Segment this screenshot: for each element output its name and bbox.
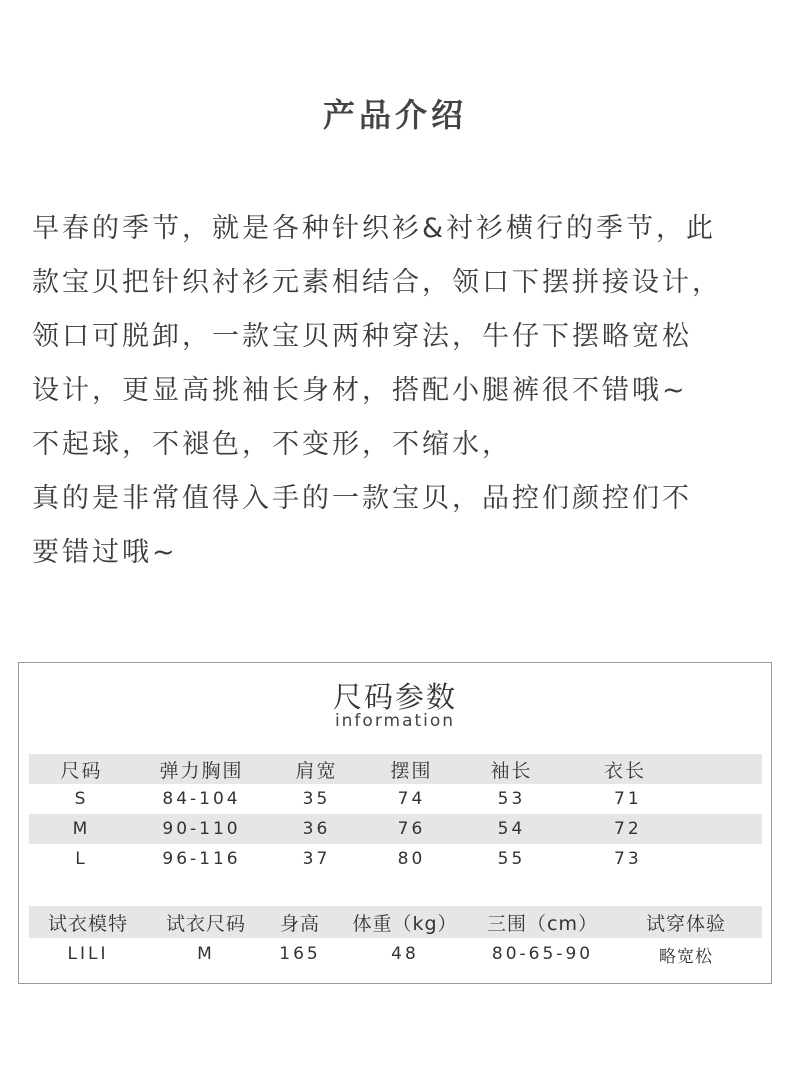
column-header: 弹力胸围 — [159, 759, 244, 782]
model-fit-table — [29, 906, 762, 970]
size-chart-panel — [18, 662, 772, 984]
model-table-header-row — [29, 906, 762, 938]
table-cell: 72 — [614, 819, 642, 839]
table-row — [29, 938, 762, 970]
table-cell: 165 — [279, 944, 321, 964]
table-cell: S — [74, 789, 89, 809]
table-row — [29, 784, 762, 814]
size-chart-title: 尺码参数 — [332, 680, 457, 714]
table-row — [29, 814, 762, 844]
product-intro-title: 产品介绍 — [322, 96, 467, 134]
column-header: 袖长 — [490, 759, 533, 782]
table-cell: 73 — [614, 849, 642, 869]
intro-line: 设计，更显高挑袖长身材，搭配小腿裤很不错哦~ — [32, 375, 688, 406]
table-cell: 55 — [497, 849, 526, 869]
intro-line: 要错过哦~ — [32, 537, 178, 568]
column-header: 尺码 — [60, 759, 103, 782]
intro-line: 领口可脱卸，一款宝贝两种穿法，牛仔下摆略宽松 — [32, 321, 692, 352]
table-cell: 80-65-90 — [491, 944, 594, 964]
table-cell: 54 — [497, 819, 526, 839]
table-cell: L — [75, 849, 88, 869]
table-cell: 略宽松 — [659, 946, 713, 967]
table-cell: 84-104 — [162, 789, 241, 809]
table-cell: 90-110 — [162, 819, 241, 839]
table-cell: LILI — [67, 944, 109, 964]
table-cell: M — [72, 819, 91, 839]
column-header: 试衣尺码 — [165, 912, 246, 935]
intro-line: 真的是非常值得入手的一款宝贝，品控们颜控们不 — [32, 483, 692, 514]
column-header: 肩宽 — [295, 759, 338, 782]
table-cell: 71 — [614, 789, 642, 809]
column-header: 三围（cm） — [487, 912, 598, 935]
table-cell: 74 — [397, 789, 426, 809]
column-header: 衣长 — [604, 759, 647, 782]
product-intro-text — [32, 202, 782, 580]
column-header: 身高 — [279, 912, 320, 935]
table-cell: 53 — [497, 789, 526, 809]
table-row — [29, 844, 762, 874]
column-header: 试衣模特 — [47, 912, 128, 935]
intro-line: 款宝贝把针织衬衫元素相结合，领口下摆拼接设计， — [32, 267, 722, 298]
table-cell: 48 — [391, 944, 419, 964]
table-cell: 96-116 — [162, 849, 241, 869]
table-cell: 35 — [302, 789, 331, 809]
intro-line: 早春的季节，就是各种针织衫&衬衫横行的季节，此 — [32, 213, 717, 244]
size-table-header-row — [29, 754, 762, 784]
table-cell: M — [197, 944, 215, 964]
table-cell: 76 — [397, 819, 426, 839]
table-cell: 36 — [302, 819, 331, 839]
intro-line: 不起球，不褪色，不变形，不缩水， — [32, 429, 512, 460]
column-header: 体重（kg） — [352, 912, 458, 935]
table-cell: 37 — [302, 849, 331, 869]
size-table — [29, 754, 762, 874]
column-header: 试穿体验 — [645, 912, 726, 935]
column-header: 摆围 — [390, 759, 433, 782]
table-cell: 80 — [397, 849, 426, 869]
size-chart-subtitle: information — [334, 711, 456, 731]
